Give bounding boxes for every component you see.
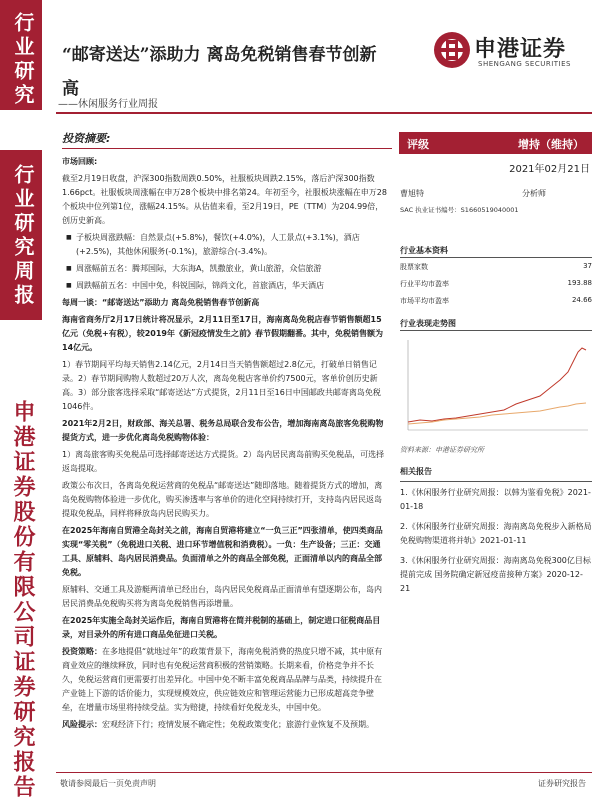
related-reports [400, 465, 592, 602]
paragraph: 在2025年海南自贸港全岛封关之前，海南自贸港将建立“一负三正”四张清单，使四类商品实现“零关税”（免税进口关税、进口环节增值税和消费税）。一负：生产设备；三正：交通工具、原辅料、岛内居民消费品。负面清单之外的商品全部免税，正面清单以内的商品全部免税。 [62, 526, 383, 577]
basic-info-row [400, 296, 592, 306]
market-review-text: 截至2月19日收盘，沪深300指数周跌0.50%，社服板块周跌2.15%，落后沪深300指数1.66pct。社服板块周涨幅在申万28个板块中排名第24。年初至今，社服板块涨幅在申万28个板块中位列第1位，涨幅24.15%。从估值来看，至2月19日，PE（TTM）为204.99倍，创历史新高。 [62, 174, 387, 225]
abstract-title: 投资摘要: [62, 132, 111, 145]
risk-text: 宏观经济下行；疫情发展不确定性；免税政策变化；旅游行业恢复不及预期。 [102, 720, 374, 729]
chart-source: 资料来源：申港证券研究所 [400, 446, 484, 454]
footer-disclaimer[interactable]: 敬请参阅最后一页免责声明 [60, 779, 156, 788]
left-sidebar [0, 0, 42, 800]
sidebar-mid-block [0, 150, 42, 320]
basic-info-key: 股票家数 [400, 263, 428, 271]
analyst-info [400, 188, 590, 199]
header-divider [56, 112, 592, 114]
related-report-item[interactable]: 3.《休闲服务行业研究周报：海南离岛免税300亿目标提前完成 国务院确定新冠疫苗接种方案》2020-12-21 [400, 556, 591, 593]
basic-info-divider [400, 257, 592, 258]
abstract-body [62, 155, 388, 735]
related-heading: 相关报告 [400, 465, 592, 482]
basic-info-heading: 行业基本资料 [400, 246, 448, 255]
rating-label: 评级 [407, 138, 429, 151]
abstract-divider [62, 148, 392, 149]
logo-emblem-icon [432, 30, 472, 70]
weekly-topic-heading: 每周一谈：“邮寄送达”添助力 离岛免税销售春节创新高 [62, 298, 260, 307]
company-logo [432, 30, 592, 76]
paragraph: 2021年2月2日，财政部、海关总署、税务总局联合发布公告，增加海南离岛旅客免税购物提货方式，进一步优化离岛免税购物体验： [62, 419, 384, 442]
strategy-text: 在多地提倡“就地过年”的政策背景下，海南免税消费的热度只增不减，其中原有商业效应的继续释放，同时也有免税运营商积极的营销策略。长期来看，价格竞争并不长久，免税运营商们更需要打出差异化。中国中免不断丰富免税商品品牌与品类，持续提升在产业链上下游的话价能力，实现规模效应，供应链效应和管理运营能力已形成超高竞争壁垒，在增量市场里将持续受益。实为赔捷，持续看好免税龙头，中国中免。 [62, 647, 383, 712]
paragraph: 在2025年实施全岛封关运作后，海南自贸港将在简并税制的基础上，制定进口征税商品目录，对目录外的所有进口商品免征进口关税。 [62, 616, 381, 639]
strategy-heading: 投资策略： [62, 647, 102, 656]
performance-chart-heading: 行业表现走势图 [400, 319, 456, 328]
bullet-item: ■ 子板块周涨跌幅：自然景点(+5.8%)，餐饮(+4.0%)，人工景点(+3.1%)，酒店(+2.5%)，其他休闲服务(-0.1%)，旅游综合(-3.4%)。 [62, 231, 388, 259]
related-report-item[interactable]: 1.《休闲服务行业研究周报：以韩为鉴看免税》2021-01-18 [400, 488, 591, 511]
risk-paragraph [62, 718, 388, 732]
sidebar-top-label: 行业研究 [11, 12, 35, 108]
logo-english: SHENGANG SECURITIES [478, 60, 571, 68]
paragraph: 政策公布次日，各离岛免税运营商的免税品“邮寄送达”随即落地。随着提货方式的增加，离岛免税购物体验进一步优化，购买渗透率与客单价的进化空间持续打开，支持岛内居民返岛提取免税品，同样将释放岛内居民购买力。 [62, 481, 383, 518]
basic-info-row [400, 279, 592, 289]
basic-info-key: 行业平均市盈率 [400, 280, 449, 288]
performance-chart [400, 330, 592, 440]
basic-info-value: 193.88 [567, 279, 592, 287]
analyst-name: 曹旭特 [400, 189, 424, 198]
paragraph: 海南省商务厅2月17日统计将况显示，2月11日至17日，海南离岛免税店春节销售额超15亿元（免税+有税），较2019年《新冠疫情发生之前》春节假期翻番。其中，免税销售额为14亿元。 [62, 315, 383, 352]
bullet-item: ■ 周跌幅前五名：中国中免，科锐国际，锦尚文化，首旅酒店，华天酒店 [62, 279, 388, 293]
logo-name: 申港证券 [474, 37, 567, 62]
bullet-item: ■ 周涨幅前五名：腾邦国际，大东海A，凯撒旅业，黄山旅游，众信旅游 [62, 262, 388, 276]
risk-heading: 风险提示： [62, 720, 102, 729]
industry-series-line [408, 348, 586, 422]
footer-divider [56, 772, 592, 773]
report-date: 2021年02月21日 [509, 164, 590, 175]
basic-info-value: 37 [583, 262, 592, 270]
sidebar-bottom-label: 申港证券股份有限公司证券研究报告 [10, 400, 36, 800]
sac-number: SAC 执业证书编号：S1660519040001 [400, 206, 519, 214]
sidebar-mid-label: 行业研究周报 [11, 164, 35, 308]
basic-info-key: 市场平均市盈率 [400, 297, 449, 305]
footer-label: 证券研究报告 [538, 779, 586, 788]
basic-info-value: 24.66 [571, 296, 592, 304]
paragraph: 原辅料、交通工具及游艇两清单已经出台，岛内居民免税商品正面清单有望逐期公布，岛内居民消费品免税购买将为离岛免税销售再添增量。 [62, 585, 382, 608]
rating-bar [399, 132, 592, 154]
related-report-item[interactable]: 2.《休闲服务行业研究周报：海南离岛免税步入新格局 免税购物渠道将并轨》2021-01-11 [400, 522, 592, 545]
paragraph: 1）春节期间平均每天销售2.14亿元，2月14日当天销售额超过2.8亿元，打破单日销售记录。2）春节期间购物人数超过20万人次，离岛免税店客单价约7500元，客单价创历史新高。3）部分旅客选择采取“邮寄送达”方式提货，2月11日至16日中国邮政共邮寄离岛免税1046件。 [62, 360, 381, 411]
market-review-heading: 市场回顾: [62, 157, 98, 166]
report-subtitle: ——休闲服务行业周报 [58, 99, 158, 110]
basic-info-row [400, 262, 592, 272]
rating-value: 增持（维持） [518, 138, 584, 151]
strategy-paragraph [62, 645, 388, 715]
sidebar-top-block [0, 0, 42, 110]
analyst-role: 分析师 [522, 189, 546, 198]
paragraph: 1）离岛旅客购买免税品可选择邮寄送达方式提货。2）岛内居民离岛前购买免税品，可选择返岛提取。 [62, 450, 385, 473]
report-title: “邮寄送达”添助力 离岛免税销售春节创新高 [62, 45, 377, 99]
